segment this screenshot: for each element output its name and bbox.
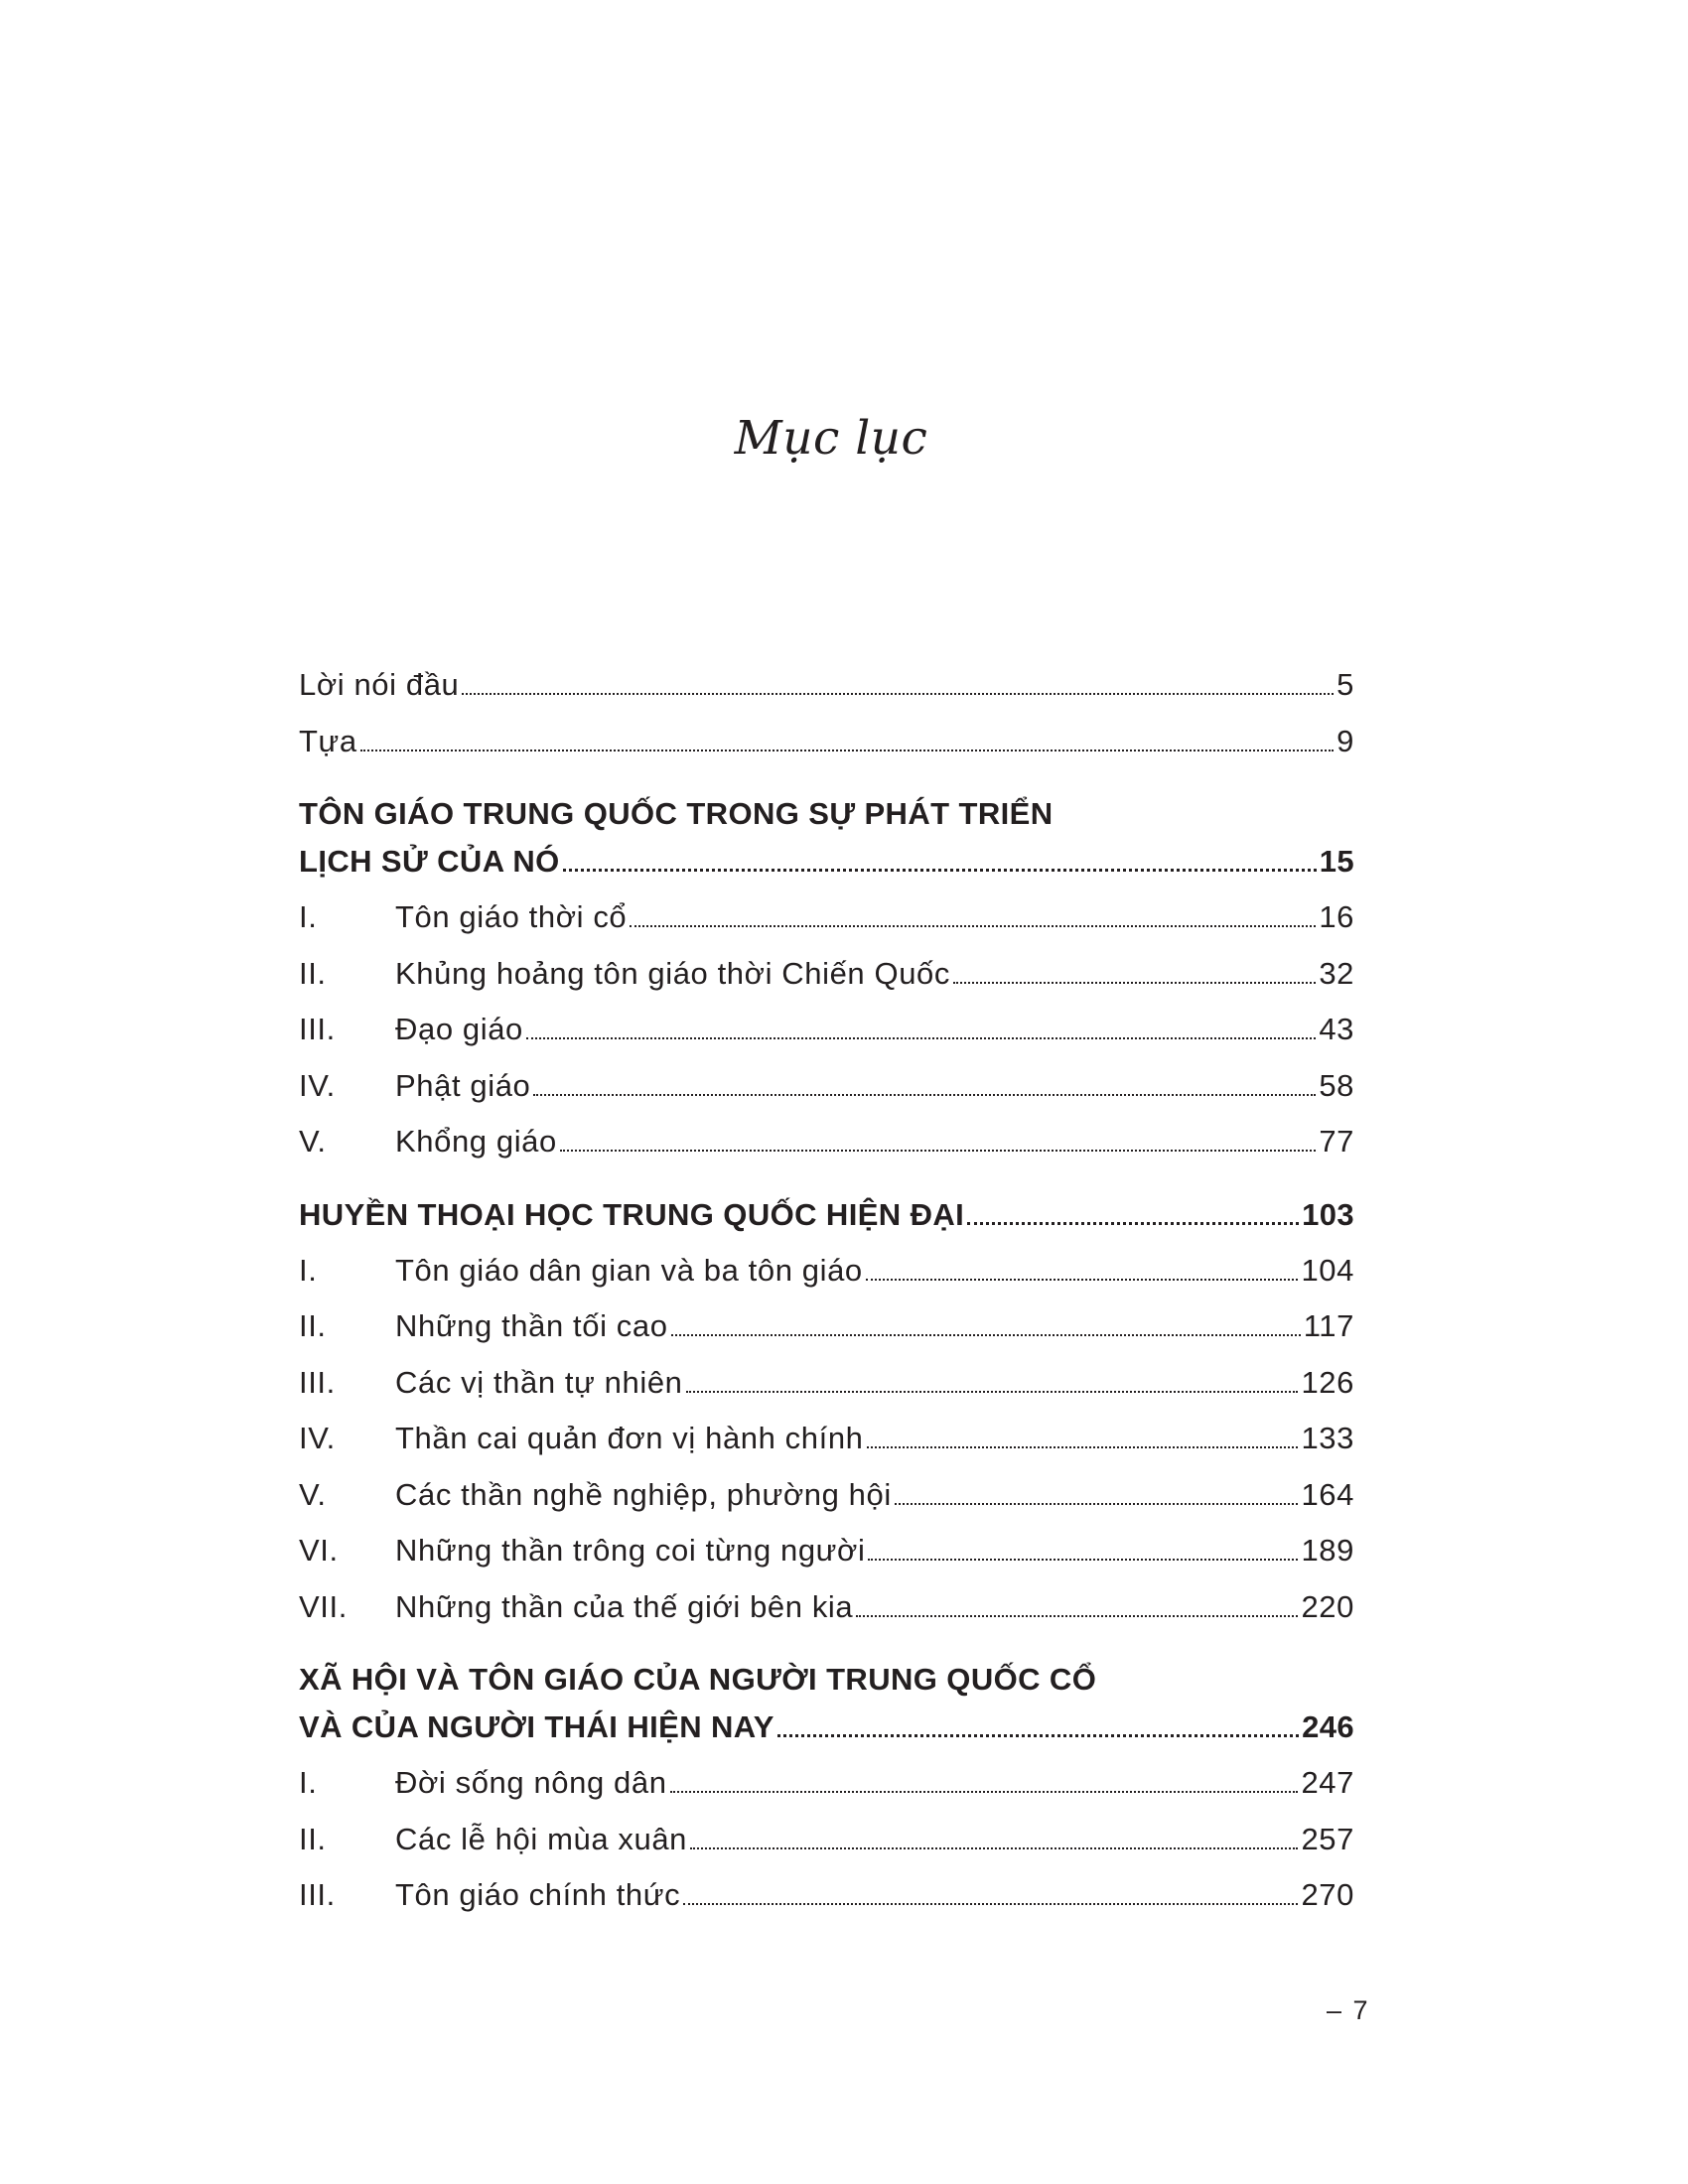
dot-leader	[526, 1037, 1316, 1039]
part-heading-line1: TÔN GIÁO TRUNG QUỐC TRONG SỰ PHÁT TRIỂN	[299, 796, 1054, 831]
toc-chapter	[299, 956, 1354, 1013]
page-number: – 7	[1327, 1995, 1370, 2025]
chapter-number: VII.	[299, 1588, 348, 1624]
toc-entry-page: 5	[1336, 667, 1354, 702]
part-heading-line1: XÃ HỘI VÀ TÔN GIÁO CỦA NGƯỜI TRUNG QUỐC CỔ	[299, 1662, 1097, 1697]
chapter-number: II.	[299, 955, 327, 991]
dot-leader	[683, 1903, 1298, 1905]
chapter-title: Những thần trông coi từng người	[395, 1533, 866, 1568]
chapter-title: Các thần nghề nghiệp, phường hội	[395, 1476, 892, 1512]
toc-chapter	[299, 1533, 1354, 1589]
toc-chapter	[299, 1253, 1354, 1309]
part-heading-page: 103	[1302, 1196, 1354, 1232]
chapter-page: 164	[1301, 1476, 1354, 1512]
chapter-number: V.	[299, 1124, 327, 1159]
dot-leader	[868, 1559, 1298, 1561]
toc-chapter	[299, 1765, 1354, 1822]
toc-entry-page: 9	[1336, 723, 1354, 758]
toc-part-1	[299, 796, 1354, 899]
chapter-number: III.	[299, 1012, 336, 1046]
part-heading-line2	[299, 844, 1354, 899]
dot-leader	[563, 869, 1317, 872]
chapter-page: 32	[1319, 955, 1354, 991]
toc-chapter	[299, 1068, 1354, 1125]
part-heading-text: HUYỀN THOẠI HỌC TRUNG QUỐC HIỆN ĐẠI	[299, 1196, 965, 1232]
toc-entry-title: Lời nói đầu	[299, 667, 460, 702]
part-heading-text: LỊCH SỬ CỦA NÓ	[299, 844, 560, 879]
chapter-number: V.	[299, 1476, 327, 1512]
chapter-page: 126	[1301, 1364, 1354, 1400]
toc-part-3	[299, 1662, 1354, 1765]
toc-entry-foreword	[299, 667, 1354, 724]
toc-chapter	[299, 1822, 1354, 1878]
chapter-page: 58	[1319, 1067, 1354, 1103]
chapter-number: VI.	[299, 1533, 339, 1568]
page-title: Mục lục	[734, 411, 928, 466]
chapter-page: 270	[1301, 1877, 1354, 1912]
chapter-page: 77	[1319, 1124, 1354, 1159]
chapter-title: Các vị thần tự nhiên	[395, 1364, 683, 1400]
chapter-number: II.	[299, 1308, 327, 1343]
dot-leader	[895, 1503, 1299, 1505]
part-heading-line2	[299, 1709, 1354, 1765]
chapter-title: Khổng giáo	[395, 1124, 557, 1159]
chapter-page: 247	[1301, 1765, 1354, 1800]
toc-chapter	[299, 1477, 1354, 1534]
dot-leader	[671, 1334, 1301, 1336]
toc-chapter	[299, 1124, 1354, 1180]
chapter-page: 117	[1303, 1308, 1354, 1343]
chapter-page: 189	[1301, 1533, 1354, 1568]
chapter-title: Các lễ hội mùa xuân	[395, 1821, 688, 1856]
chapter-title: Tôn giáo thời cổ	[395, 899, 628, 934]
chapter-page: 104	[1301, 1252, 1354, 1288]
chapter-title: Đạo giáo	[395, 1012, 523, 1046]
dot-leader	[533, 1094, 1316, 1096]
toc-chapter	[299, 1589, 1354, 1646]
toc-chapter	[299, 1365, 1354, 1422]
chapter-number: I.	[299, 1252, 318, 1288]
dot-leader	[856, 1615, 1298, 1617]
toc-entry-title: Tựa	[299, 723, 357, 758]
part-heading-page: 246	[1302, 1709, 1354, 1744]
dot-leader	[777, 1734, 1299, 1737]
chapter-title: Tôn giáo chính thức	[395, 1877, 681, 1912]
chapter-title: Đời sống nông dân	[395, 1765, 667, 1800]
toc-chapter	[299, 1421, 1354, 1477]
chapter-title: Những thần tối cao	[395, 1308, 668, 1343]
chapter-page: 257	[1301, 1821, 1354, 1856]
chapter-title: Khủng hoảng tôn giáo thời Chiến Quốc	[395, 955, 950, 991]
chapter-number: II.	[299, 1821, 327, 1856]
chapter-page: 16	[1319, 899, 1354, 934]
chapter-page: 133	[1301, 1421, 1354, 1455]
chapter-number: IV.	[299, 1421, 336, 1455]
dot-leader	[560, 1150, 1316, 1152]
chapter-number: I.	[299, 899, 318, 934]
chapter-title: Thần cai quản đơn vị hành chính	[395, 1421, 864, 1455]
dot-leader	[462, 693, 1334, 695]
toc-part-2	[299, 1197, 1354, 1253]
toc-chapter	[299, 1308, 1354, 1365]
chapter-page: 220	[1301, 1588, 1354, 1624]
dot-leader	[967, 1222, 1299, 1225]
chapter-title: Tôn giáo dân gian và ba tôn giáo	[395, 1252, 863, 1288]
chapter-number: III.	[299, 1364, 336, 1400]
chapter-title: Phật giáo	[395, 1067, 531, 1103]
dot-leader	[866, 1279, 1299, 1281]
dot-leader	[630, 925, 1316, 927]
dot-leader	[360, 750, 1334, 751]
dot-leader	[953, 982, 1316, 984]
part-heading-page: 15	[1319, 844, 1354, 879]
toc-chapter	[299, 899, 1354, 956]
chapter-title: Những thần của thế giới bên kia	[395, 1588, 854, 1624]
dot-leader	[686, 1391, 1299, 1393]
chapter-number: I.	[299, 1765, 318, 1800]
chapter-number: IV.	[299, 1067, 336, 1103]
toc-chapter	[299, 1877, 1354, 1934]
dot-leader	[867, 1446, 1299, 1448]
chapter-number: III.	[299, 1877, 336, 1912]
part-heading-text: VÀ CỦA NGƯỜI THÁI HIỆN NAY	[299, 1709, 774, 1744]
dot-leader	[670, 1791, 1299, 1793]
toc-chapter	[299, 1012, 1354, 1068]
table-of-contents	[299, 667, 1354, 1934]
part-heading-line2	[299, 1197, 1354, 1253]
chapter-page: 43	[1319, 1012, 1354, 1046]
dot-leader	[690, 1847, 1298, 1849]
toc-entry-preface	[299, 724, 1354, 780]
